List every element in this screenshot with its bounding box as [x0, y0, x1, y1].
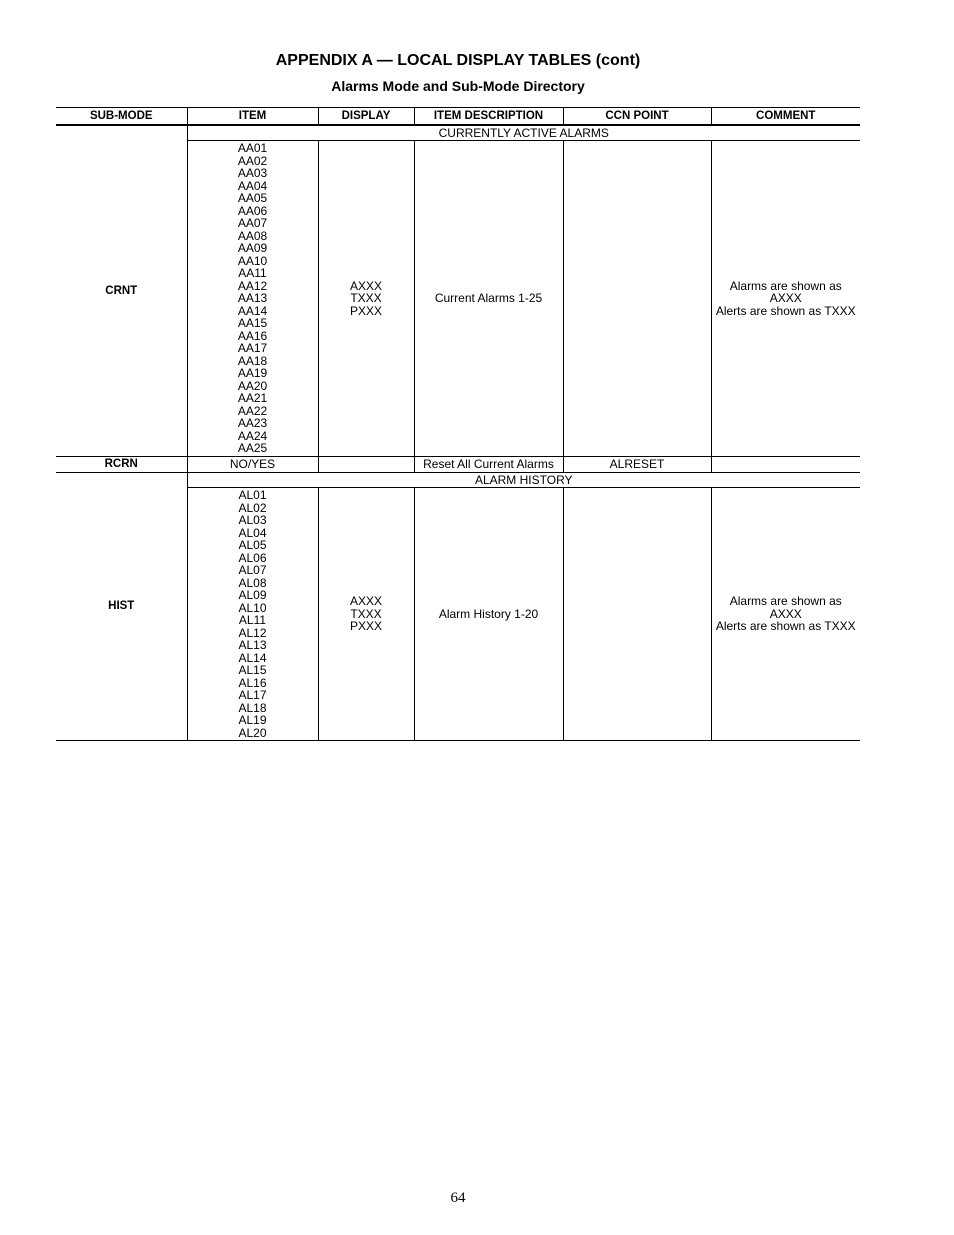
alarms-directory-table [56, 107, 860, 741]
column-header-comment: COMMENT [711, 108, 860, 126]
page-number: 64 [450, 1190, 466, 1206]
description-hist: Alarm History 1-20 [414, 488, 563, 741]
column-header-sub-mode: SUB-MODE [56, 108, 187, 126]
ccn-point-hist [563, 488, 711, 741]
submode-crnt: CRNT [56, 125, 187, 457]
display-rcrn [318, 457, 414, 473]
table-subtitle: Alarms Mode and Sub-Mode Directory [331, 78, 585, 94]
table-row [56, 473, 860, 488]
item-list-hist: AL01 AL02 AL03 AL04 AL05 AL06 AL07 AL08 AL09 AL10 AL11 AL12 AL13 AL14 AL15 AL16 AL17 AL18 AL19 AL20 [187, 488, 318, 741]
section-label-alarm-history: ALARM HISTORY [187, 473, 860, 488]
comment-rcrn [711, 457, 860, 473]
ccn-point-crnt [563, 141, 711, 457]
description-rcrn: Reset All Current Alarms [414, 457, 563, 473]
description-crnt: Current Alarms 1-25 [414, 141, 563, 457]
comment-hist: Alarms are shown as AXXX Alerts are shown as TXXX [711, 488, 860, 741]
column-header-item-description: ITEM DESCRIPTION [414, 108, 563, 126]
display-hist: AXXX TXXX PXXX [318, 488, 414, 741]
page-title: APPENDIX A — LOCAL DISPLAY TABLES (cont) [275, 52, 641, 69]
display-crnt: AXXX TXXX PXXX [318, 141, 414, 457]
comment-crnt: Alarms are shown as AXXX Alerts are shown as TXXX [711, 141, 860, 457]
submode-hist: HIST [56, 473, 187, 741]
submode-rcrn: RCRN [56, 457, 187, 473]
table-row [56, 457, 860, 473]
ccn-point-rcrn: ALRESET [563, 457, 711, 473]
column-header-display: DISPLAY [318, 108, 414, 126]
item-list-crnt: AA01 AA02 AA03 AA04 AA05 AA06 AA07 AA08 AA09 AA10 AA11 AA12 AA13 AA14 AA15 AA16 AA17 AA18 AA19 AA20 AA21 AA22 AA23 AA24 AA25 [187, 141, 318, 457]
header-row [56, 108, 860, 126]
column-header-ccn-point: CCN POINT [563, 108, 711, 126]
section-label-current-alarms: CURRENTLY ACTIVE ALARMS [187, 125, 860, 141]
column-header-item: ITEM [187, 108, 318, 126]
item-rcrn: NO/YES [187, 457, 318, 473]
table-row [56, 125, 860, 141]
